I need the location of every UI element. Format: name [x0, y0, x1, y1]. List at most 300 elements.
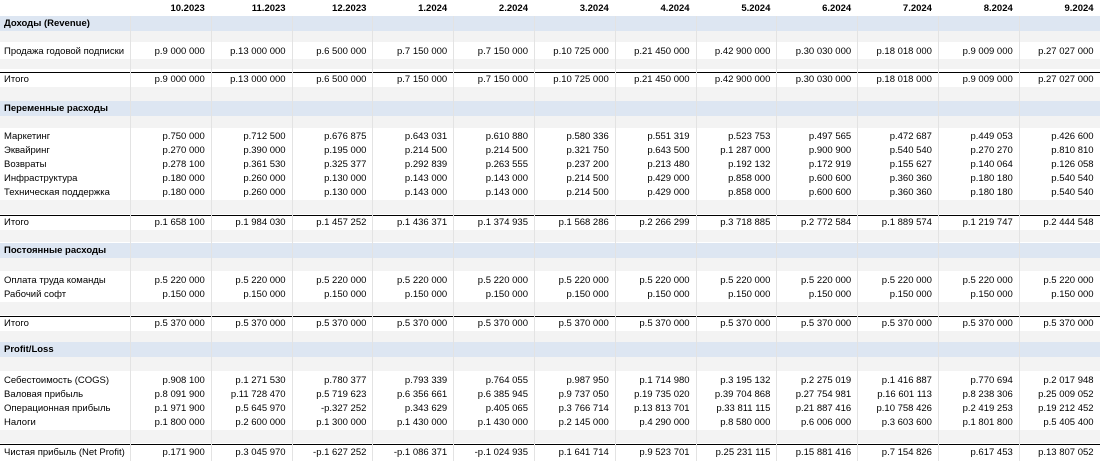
- value-cell[interactable]: [534, 59, 615, 69]
- value-cell[interactable]: р.5 645 970: [235, 402, 286, 414]
- value-cell[interactable]: [857, 342, 938, 357]
- value-cell[interactable]: р.5 370 000: [881, 318, 932, 329]
- value-cell[interactable]: [938, 357, 1019, 371]
- value-cell[interactable]: [1019, 357, 1100, 371]
- value-cell[interactable]: р.214 500: [485, 144, 528, 156]
- value-cell[interactable]: р.5 220 000: [1043, 274, 1094, 286]
- value-cell[interactable]: р.5 220 000: [235, 274, 286, 286]
- value-cell[interactable]: [372, 116, 453, 128]
- value-cell[interactable]: р.15 881 416: [795, 446, 852, 458]
- value-cell[interactable]: р.770 694: [970, 374, 1013, 386]
- column-header-month[interactable]: 12.2023: [332, 2, 367, 14]
- value-cell[interactable]: р.1 219 747: [962, 217, 1013, 228]
- value-cell[interactable]: р.9 523 701: [639, 446, 690, 458]
- value-cell[interactable]: [453, 342, 534, 357]
- value-cell[interactable]: [292, 116, 373, 128]
- value-cell[interactable]: р.3 603 600: [881, 416, 932, 428]
- value-cell[interactable]: [534, 16, 615, 31]
- row-label-cell[interactable]: Продажа годовой подписки: [4, 45, 125, 57]
- value-cell[interactable]: [615, 59, 696, 69]
- value-cell[interactable]: [534, 243, 615, 258]
- value-cell[interactable]: р.192 132: [728, 158, 771, 170]
- value-cell[interactable]: р.6 006 000: [800, 416, 852, 428]
- value-cell[interactable]: [292, 59, 373, 69]
- value-cell[interactable]: [130, 200, 211, 214]
- value-cell[interactable]: [372, 230, 453, 242]
- value-cell[interactable]: [776, 342, 857, 357]
- value-cell[interactable]: р.1 416 887: [881, 374, 932, 386]
- value-cell[interactable]: р.5 370 000: [558, 318, 609, 329]
- value-cell[interactable]: [696, 258, 777, 271]
- value-cell[interactable]: р.30 030 000: [795, 45, 852, 57]
- value-cell[interactable]: р.449 053: [970, 130, 1013, 142]
- value-cell[interactable]: р.21 887 416: [795, 402, 852, 414]
- value-cell[interactable]: [130, 59, 211, 69]
- value-cell[interactable]: р.325 377: [324, 158, 367, 170]
- row-label-cell[interactable]: Итого: [4, 318, 29, 329]
- value-cell[interactable]: [211, 31, 292, 42]
- value-cell[interactable]: р.429 000: [647, 172, 690, 184]
- value-cell[interactable]: [615, 357, 696, 371]
- value-cell[interactable]: [211, 16, 292, 31]
- value-cell[interactable]: р.643 500: [647, 144, 690, 156]
- value-cell[interactable]: р.360 360: [889, 172, 932, 184]
- value-cell[interactable]: [857, 200, 938, 214]
- value-cell[interactable]: [453, 357, 534, 371]
- value-cell[interactable]: р.1 889 574: [881, 217, 932, 228]
- value-cell[interactable]: р.150 000: [404, 288, 448, 300]
- value-cell[interactable]: [857, 258, 938, 271]
- value-cell[interactable]: [615, 16, 696, 31]
- value-cell[interactable]: р.1 457 252: [316, 217, 367, 228]
- value-cell[interactable]: [696, 230, 777, 242]
- value-cell[interactable]: [1019, 116, 1100, 128]
- row-label-cell[interactable]: Эквайринг: [4, 144, 50, 156]
- value-cell[interactable]: [776, 357, 857, 371]
- value-cell[interactable]: [211, 101, 292, 116]
- value-cell[interactable]: [534, 116, 615, 128]
- column-header-month[interactable]: 7.2024: [902, 2, 932, 14]
- value-cell[interactable]: [292, 230, 373, 242]
- value-cell[interactable]: [130, 16, 211, 31]
- value-cell[interactable]: р.2 600 000: [235, 416, 286, 428]
- value-cell[interactable]: р.11 728 470: [230, 388, 286, 400]
- value-cell[interactable]: р.7 150 000: [477, 74, 528, 85]
- value-cell[interactable]: р.321 750: [566, 144, 609, 156]
- value-cell[interactable]: [776, 430, 857, 443]
- value-cell[interactable]: [292, 342, 373, 357]
- row-label-cell[interactable]: Итого: [4, 217, 29, 228]
- value-cell[interactable]: [776, 200, 857, 214]
- value-cell[interactable]: [211, 258, 292, 271]
- value-cell[interactable]: [292, 243, 373, 258]
- value-cell[interactable]: [696, 342, 777, 357]
- value-cell[interactable]: р.764 055: [485, 374, 528, 386]
- value-cell[interactable]: [857, 230, 938, 242]
- value-cell[interactable]: р.9 000 000: [154, 74, 205, 85]
- value-cell[interactable]: р.1 436 371: [397, 217, 448, 228]
- column-header-month[interactable]: 2.2024: [498, 2, 528, 14]
- value-cell[interactable]: [1019, 16, 1100, 31]
- value-cell[interactable]: р.1 971 900: [154, 402, 205, 414]
- value-cell[interactable]: [1019, 101, 1100, 116]
- value-cell[interactable]: р.214 500: [566, 186, 609, 198]
- value-cell[interactable]: р.1 801 800: [962, 416, 1013, 428]
- row-label-cell[interactable]: Постоянные расходы: [4, 245, 107, 256]
- value-cell[interactable]: р.7 150 000: [397, 45, 448, 57]
- value-cell[interactable]: р.750 000: [162, 130, 205, 142]
- value-cell[interactable]: [938, 59, 1019, 69]
- value-cell[interactable]: [534, 87, 615, 101]
- value-cell[interactable]: р.13 000 000: [230, 74, 286, 85]
- value-cell[interactable]: р.21 450 000: [634, 74, 690, 85]
- value-cell[interactable]: р.1 714 980: [639, 374, 690, 386]
- value-cell[interactable]: р.150 000: [324, 288, 367, 300]
- value-cell[interactable]: р.5 220 000: [558, 274, 609, 286]
- value-cell[interactable]: р.33 811 115: [716, 402, 771, 414]
- value-cell[interactable]: [372, 101, 453, 116]
- value-cell[interactable]: р.5 370 000: [800, 318, 852, 329]
- value-cell[interactable]: [938, 258, 1019, 271]
- value-cell[interactable]: р.1 800 000: [154, 416, 205, 428]
- value-cell[interactable]: р.260 000: [243, 172, 286, 184]
- value-cell[interactable]: [857, 31, 938, 42]
- row-label-cell[interactable]: Техническая поддержка: [4, 186, 110, 198]
- value-cell[interactable]: р.5 220 000: [720, 274, 771, 286]
- value-cell[interactable]: [776, 87, 857, 101]
- value-cell[interactable]: [857, 331, 938, 342]
- value-cell[interactable]: [1019, 342, 1100, 357]
- value-cell[interactable]: р.5 220 000: [639, 274, 690, 286]
- value-cell[interactable]: р.150 000: [889, 288, 932, 300]
- value-cell[interactable]: р.130 000: [324, 172, 367, 184]
- value-cell[interactable]: [453, 230, 534, 242]
- value-cell[interactable]: р.5 370 000: [397, 318, 448, 329]
- value-cell[interactable]: р.8 238 306: [962, 388, 1013, 400]
- value-cell[interactable]: [534, 101, 615, 116]
- value-cell[interactable]: р.150 000: [162, 288, 205, 300]
- value-cell[interactable]: [615, 258, 696, 271]
- value-cell[interactable]: [453, 87, 534, 101]
- value-cell[interactable]: р.810 810: [1051, 144, 1094, 156]
- value-cell[interactable]: [938, 101, 1019, 116]
- value-cell[interactable]: [130, 230, 211, 242]
- value-cell[interactable]: р.8 091 900: [154, 388, 205, 400]
- value-cell[interactable]: р.858 000: [728, 186, 771, 198]
- value-cell[interactable]: [292, 357, 373, 371]
- value-cell[interactable]: р.150 000: [808, 288, 852, 300]
- value-cell[interactable]: р.263 555: [485, 158, 528, 170]
- value-cell[interactable]: [453, 200, 534, 214]
- value-cell[interactable]: [776, 302, 857, 315]
- value-cell[interactable]: [615, 302, 696, 315]
- value-cell[interactable]: р.214 500: [566, 172, 609, 184]
- value-cell[interactable]: р.2 266 299: [639, 217, 690, 228]
- value-cell[interactable]: р.617 453: [970, 446, 1013, 458]
- value-cell[interactable]: р.260 000: [243, 186, 286, 198]
- value-cell[interactable]: р.19 212 452: [1038, 402, 1094, 414]
- value-cell[interactable]: [615, 87, 696, 101]
- value-cell[interactable]: [372, 331, 453, 342]
- value-cell[interactable]: [696, 200, 777, 214]
- value-cell[interactable]: р.18 018 000: [876, 74, 932, 85]
- value-cell[interactable]: р.1 430 000: [397, 416, 448, 428]
- value-cell[interactable]: р.18 018 000: [876, 45, 932, 57]
- value-cell[interactable]: р.426 600: [1051, 130, 1094, 142]
- row-label-cell[interactable]: Себестоимость (COGS): [4, 374, 110, 386]
- value-cell[interactable]: р.5 370 000: [1043, 318, 1094, 329]
- value-cell[interactable]: р.1 568 286: [558, 217, 609, 228]
- value-cell[interactable]: [615, 101, 696, 116]
- value-cell[interactable]: [130, 31, 211, 42]
- value-cell[interactable]: р.19 735 020: [634, 388, 690, 400]
- value-cell[interactable]: р.7 154 826: [881, 446, 932, 458]
- value-cell[interactable]: [776, 101, 857, 116]
- value-cell[interactable]: [453, 243, 534, 258]
- value-cell[interactable]: р.2 772 584: [800, 217, 852, 228]
- value-cell[interactable]: [292, 331, 373, 342]
- value-cell[interactable]: р.180 180: [970, 186, 1013, 198]
- column-header-month[interactable]: 1.2024: [418, 2, 448, 14]
- value-cell[interactable]: р.4 290 000: [639, 416, 690, 428]
- value-cell[interactable]: р.5 220 000: [154, 274, 205, 286]
- value-cell[interactable]: р.214 500: [404, 144, 448, 156]
- value-cell[interactable]: р.155 627: [889, 158, 932, 170]
- value-cell[interactable]: [1019, 59, 1100, 69]
- value-cell[interactable]: р.5 405 400: [1043, 416, 1094, 428]
- value-cell[interactable]: [1019, 200, 1100, 214]
- value-cell[interactable]: [938, 31, 1019, 42]
- value-cell[interactable]: [130, 87, 211, 101]
- value-cell[interactable]: [696, 101, 777, 116]
- value-cell[interactable]: [372, 31, 453, 42]
- value-cell[interactable]: р.150 000: [566, 288, 609, 300]
- value-cell[interactable]: р.172 919: [808, 158, 852, 170]
- value-cell[interactable]: [857, 116, 938, 128]
- value-cell[interactable]: [1019, 230, 1100, 242]
- value-cell[interactable]: р.10 758 426: [876, 402, 932, 414]
- value-cell[interactable]: р.361 530: [243, 158, 286, 170]
- value-cell[interactable]: р.16 601 113: [877, 388, 932, 400]
- value-cell[interactable]: [938, 116, 1019, 128]
- value-cell[interactable]: -р.1 627 252: [313, 446, 367, 458]
- column-header-month[interactable]: 11.2023: [251, 2, 286, 14]
- value-cell[interactable]: р.551 319: [647, 130, 690, 142]
- row-label-cell[interactable]: Операционная прибыль: [4, 402, 111, 414]
- value-cell[interactable]: [696, 243, 777, 258]
- value-cell[interactable]: р.472 687: [889, 130, 932, 142]
- value-cell[interactable]: [696, 357, 777, 371]
- value-cell[interactable]: р.126 058: [1051, 158, 1094, 170]
- value-cell[interactable]: [130, 302, 211, 315]
- value-cell[interactable]: р.180 000: [162, 172, 205, 184]
- value-cell[interactable]: [130, 258, 211, 271]
- value-cell[interactable]: р.42 900 000: [714, 74, 771, 85]
- value-cell[interactable]: [453, 59, 534, 69]
- value-cell[interactable]: р.5 370 000: [235, 318, 286, 329]
- value-cell[interactable]: [372, 430, 453, 443]
- value-cell[interactable]: [857, 243, 938, 258]
- value-cell[interactable]: р.5 220 000: [800, 274, 852, 286]
- value-cell[interactable]: р.2 145 000: [558, 416, 609, 428]
- value-cell[interactable]: р.25 231 115: [715, 446, 771, 458]
- value-cell[interactable]: [372, 200, 453, 214]
- value-cell[interactable]: р.643 031: [404, 130, 448, 142]
- value-cell[interactable]: [292, 258, 373, 271]
- value-cell[interactable]: [696, 430, 777, 443]
- value-cell[interactable]: [857, 59, 938, 69]
- value-cell[interactable]: [130, 101, 211, 116]
- value-cell[interactable]: [211, 243, 292, 258]
- value-cell[interactable]: р.360 360: [889, 186, 932, 198]
- value-cell[interactable]: р.150 000: [970, 288, 1013, 300]
- value-cell[interactable]: р.3 718 885: [720, 217, 771, 228]
- value-cell[interactable]: р.25 009 052: [1038, 388, 1094, 400]
- value-cell[interactable]: р.7 150 000: [477, 45, 528, 57]
- value-cell[interactable]: [211, 302, 292, 315]
- value-cell[interactable]: р.13 813 701: [634, 402, 690, 414]
- value-cell[interactable]: р.712 500: [243, 130, 286, 142]
- value-cell[interactable]: [534, 331, 615, 342]
- value-cell[interactable]: [453, 302, 534, 315]
- value-cell[interactable]: [211, 59, 292, 69]
- value-cell[interactable]: [1019, 302, 1100, 315]
- value-cell[interactable]: р.150 000: [647, 288, 690, 300]
- value-cell[interactable]: р.5 370 000: [639, 318, 690, 329]
- value-cell[interactable]: [615, 331, 696, 342]
- value-cell[interactable]: [130, 116, 211, 128]
- value-cell[interactable]: [372, 258, 453, 271]
- value-cell[interactable]: [776, 258, 857, 271]
- value-cell[interactable]: р.3 766 714: [558, 402, 609, 414]
- value-cell[interactable]: р.1 984 030: [235, 217, 286, 228]
- value-cell[interactable]: [696, 116, 777, 128]
- value-cell[interactable]: [1019, 31, 1100, 42]
- value-cell[interactable]: р.3 045 970: [235, 446, 286, 458]
- value-cell[interactable]: [938, 16, 1019, 31]
- row-label-cell[interactable]: Чистая прибыль (Net Profit): [4, 446, 125, 458]
- value-cell[interactable]: [615, 230, 696, 242]
- value-cell[interactable]: р.600 600: [808, 186, 852, 198]
- value-cell[interactable]: р.1 300 000: [316, 416, 367, 428]
- value-cell[interactable]: р.180 000: [162, 186, 205, 198]
- value-cell[interactable]: [372, 16, 453, 31]
- value-cell[interactable]: [857, 302, 938, 315]
- value-cell[interactable]: [1019, 243, 1100, 258]
- value-cell[interactable]: р.1 641 714: [558, 446, 609, 458]
- value-cell[interactable]: р.780 377: [324, 374, 367, 386]
- value-cell[interactable]: [292, 87, 373, 101]
- row-label-cell[interactable]: Маркетинг: [4, 130, 51, 142]
- value-cell[interactable]: р.600 600: [808, 172, 852, 184]
- value-cell[interactable]: р.2 275 019: [800, 374, 852, 386]
- value-cell[interactable]: р.6 500 000: [316, 74, 367, 85]
- value-cell[interactable]: р.171 900: [162, 446, 205, 458]
- value-cell[interactable]: [211, 331, 292, 342]
- value-cell[interactable]: р.3 195 132: [720, 374, 771, 386]
- value-cell[interactable]: [534, 258, 615, 271]
- value-cell[interactable]: р.5 370 000: [477, 318, 528, 329]
- value-cell[interactable]: [372, 357, 453, 371]
- value-cell[interactable]: [857, 87, 938, 101]
- value-cell[interactable]: [534, 200, 615, 214]
- value-cell[interactable]: -р.1 024 935: [474, 446, 528, 458]
- value-cell[interactable]: -р.1 086 371: [393, 446, 448, 458]
- value-cell[interactable]: р.150 000: [728, 288, 771, 300]
- value-cell[interactable]: -р.327 252: [320, 402, 367, 414]
- value-cell[interactable]: [211, 357, 292, 371]
- value-cell[interactable]: р.9 000 000: [154, 45, 205, 57]
- value-cell[interactable]: р.987 950: [566, 374, 609, 386]
- value-cell[interactable]: р.13 000 000: [230, 45, 286, 57]
- value-cell[interactable]: р.27 754 981: [795, 388, 852, 400]
- value-cell[interactable]: р.540 540: [1051, 172, 1094, 184]
- value-cell[interactable]: [130, 331, 211, 342]
- value-cell[interactable]: р.13 807 052: [1038, 446, 1094, 458]
- value-cell[interactable]: [453, 31, 534, 42]
- value-cell[interactable]: р.2 444 548: [1043, 217, 1094, 228]
- value-cell[interactable]: [211, 230, 292, 242]
- column-header-month[interactable]: 4.2024: [660, 2, 690, 14]
- value-cell[interactable]: р.6 500 000: [316, 45, 367, 57]
- value-cell[interactable]: р.150 000: [243, 288, 286, 300]
- value-cell[interactable]: [938, 243, 1019, 258]
- value-cell[interactable]: р.793 339: [404, 374, 448, 386]
- value-cell[interactable]: [292, 430, 373, 443]
- value-cell[interactable]: р.5 220 000: [477, 274, 528, 286]
- value-cell[interactable]: [453, 116, 534, 128]
- value-cell[interactable]: [292, 31, 373, 42]
- value-cell[interactable]: [1019, 87, 1100, 101]
- value-cell[interactable]: р.6 356 661: [397, 388, 448, 400]
- value-cell[interactable]: [372, 342, 453, 357]
- value-cell[interactable]: [211, 342, 292, 357]
- value-cell[interactable]: р.343 629: [404, 402, 448, 414]
- value-cell[interactable]: [615, 200, 696, 214]
- value-cell[interactable]: р.5 370 000: [154, 318, 205, 329]
- value-cell[interactable]: р.42 900 000: [714, 45, 771, 57]
- value-cell[interactable]: р.1 271 530: [235, 374, 286, 386]
- value-cell[interactable]: [696, 302, 777, 315]
- value-cell[interactable]: р.6 385 945: [477, 388, 528, 400]
- value-cell[interactable]: р.9 737 050: [558, 388, 609, 400]
- value-cell[interactable]: р.5 220 000: [881, 274, 932, 286]
- value-cell[interactable]: [130, 430, 211, 443]
- value-cell[interactable]: [938, 342, 1019, 357]
- column-header-month[interactable]: 8.2024: [983, 2, 1013, 14]
- value-cell[interactable]: [130, 357, 211, 371]
- value-cell[interactable]: [776, 116, 857, 128]
- value-cell[interactable]: р.180 180: [970, 172, 1013, 184]
- value-cell[interactable]: [938, 430, 1019, 443]
- value-cell[interactable]: р.21 450 000: [634, 45, 690, 57]
- value-cell[interactable]: р.10 725 000: [553, 74, 609, 85]
- value-cell[interactable]: [615, 342, 696, 357]
- value-cell[interactable]: р.580 336: [566, 130, 609, 142]
- value-cell[interactable]: [1019, 430, 1100, 443]
- value-cell[interactable]: [857, 430, 938, 443]
- value-cell[interactable]: [211, 430, 292, 443]
- value-cell[interactable]: р.270 000: [162, 144, 205, 156]
- value-cell[interactable]: [938, 331, 1019, 342]
- value-cell[interactable]: р.5 719 623: [316, 388, 367, 400]
- value-cell[interactable]: [857, 101, 938, 116]
- value-cell[interactable]: р.1 430 000: [477, 416, 528, 428]
- column-header-month[interactable]: 10.2023: [170, 2, 205, 14]
- value-cell[interactable]: [615, 430, 696, 443]
- value-cell[interactable]: [534, 302, 615, 315]
- value-cell[interactable]: [292, 302, 373, 315]
